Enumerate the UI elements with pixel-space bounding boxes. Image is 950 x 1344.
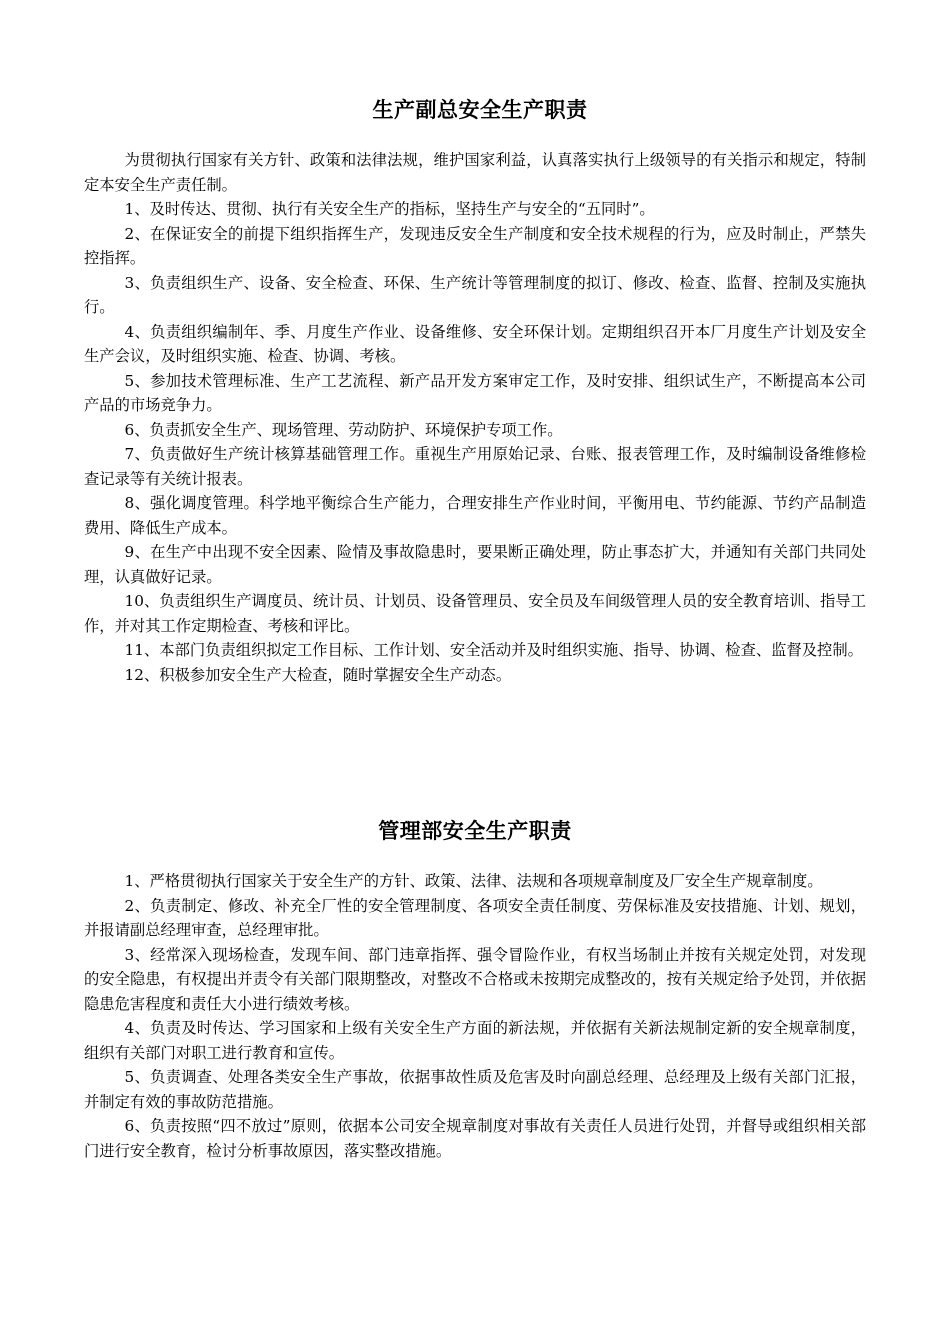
duty-item-4: 4、负责组织编制年、季、月度生产作业、设备维修、安全环保计划。定期组织召开本厂月度生产计划及安全生产会议，及时组织实施、检查、协调、考核。: [84, 322, 866, 365]
paragraph-list: [84, 148, 866, 687]
duty-item-1: 1、严格贯彻执行国家关于安全生产的方针、政策、法律、法规和各项规章制度及厂安全生产规章制度。: [124, 872, 823, 890]
duty-item-3: 3、负责组织生产、设备、安全检查、环保、生产统计等管理制度的拟订、修改、检查、监督、控制及实施执行。: [84, 273, 866, 316]
intro-paragraph: 为贯彻执行国家有关方针、政策和法律法规，维护国家利益，认真落实执行上级领导的有关指示和规定，特制定本安全生产责任制。: [84, 151, 866, 194]
duty-item-8: 8、强化调度管理。科学地平衡综合生产能力，合理安排生产作业时间，平衡用电、节约能源、节约产品制造费用、降低生产成本。: [84, 494, 866, 537]
duty-item-4: 4、负责及时传达、学习国家和上级有关安全生产方面的新法规，并依据有关新法规制定新的安全规章制度，组织有关部门对职工进行教育和宣传。: [84, 1019, 866, 1062]
section-production-vp-duties: [84, 94, 866, 687]
duty-item-9: 9、在生产中出现不安全因素、险情及事故隐患时，要果断正确处理，防止事态扩大，并通知有关部门共同处理，认真做好记录。: [84, 543, 866, 586]
duty-item-10: 10、负责组织生产调度员、统计员、计划员、设备管理员、安全员及车间级管理人员的安全教育培训、指导工作，并对其工作定期检查、考核和评比。: [84, 592, 866, 635]
section-title: 管理部安全生产职责: [378, 818, 572, 843]
duty-item-3: 3、经常深入现场检查，发现车间、部门违章指挥、强令冒险作业，有权当场制止并按有关规定处罚，对发现的安全隐患，有权提出并责令有关部门限期整改，对整改不合格或未按期完成整改的，按有关规定给予处罚，并依据隐患危害程度和责任大小进行绩效考核。: [84, 945, 866, 1013]
duty-item-5: 5、负责调查、处理各类安全生产事故，依据事故性质及危害及时向副总经理、总经理及上级有关部门汇报，并制定有效的事故防范措施。: [84, 1068, 866, 1111]
duty-item-7: 7、负责做好生产统计核算基础管理工作。重视生产用原始记录、台账、报表管理工作，及时编制设备维修检查记录等有关统计报表。: [84, 445, 866, 488]
duty-item-12: 12、积极参加安全生产大检查，随时掌握安全生产动态。: [124, 665, 512, 684]
duty-item-11: 11、本部门负责组织拟定工作目标、工作计划、安全活动并及时组织实施、指导、协调、检查、监督及控制。: [124, 641, 863, 659]
duty-item-5: 5、参加技术管理标准、生产工艺流程、新产品开发方案审定工作，及时安排、组织试生产，不断提高本公司产品的市场竞争力。: [84, 371, 866, 414]
duty-item-2: 2、负责制定、修改、补充全厂性的安全管理制度、各项安全责任制度、劳保标准及安技措施、计划、规划，并报请副总经理审查，总经理审批。: [84, 896, 866, 939]
duty-item-1: 1、及时传达、贯彻、执行有关安全生产的指标，坚持生产与安全的“五同时”。: [124, 200, 655, 218]
duty-item-6: 6、负责抓安全生产、现场管理、劳动防护、环境保护专项工作。: [124, 420, 563, 439]
duty-item-6: 6、负责按照“四不放过”原则，依据本公司安全规章制度对事故有关责任人员进行处罚，并督导或组织相关部门进行安全教育，检讨分析事故原因，落实整改措施。: [84, 1117, 866, 1160]
section-title: 生产副总安全生产职责: [372, 97, 588, 122]
duty-item-2: 2、在保证安全的前提下组织指挥生产，发现违反安全生产制度和安全技术规程的行为，应及时制止，严禁失控指挥。: [84, 224, 866, 267]
section-management-dept-duties: [84, 815, 866, 1163]
paragraph-list: [84, 869, 866, 1163]
